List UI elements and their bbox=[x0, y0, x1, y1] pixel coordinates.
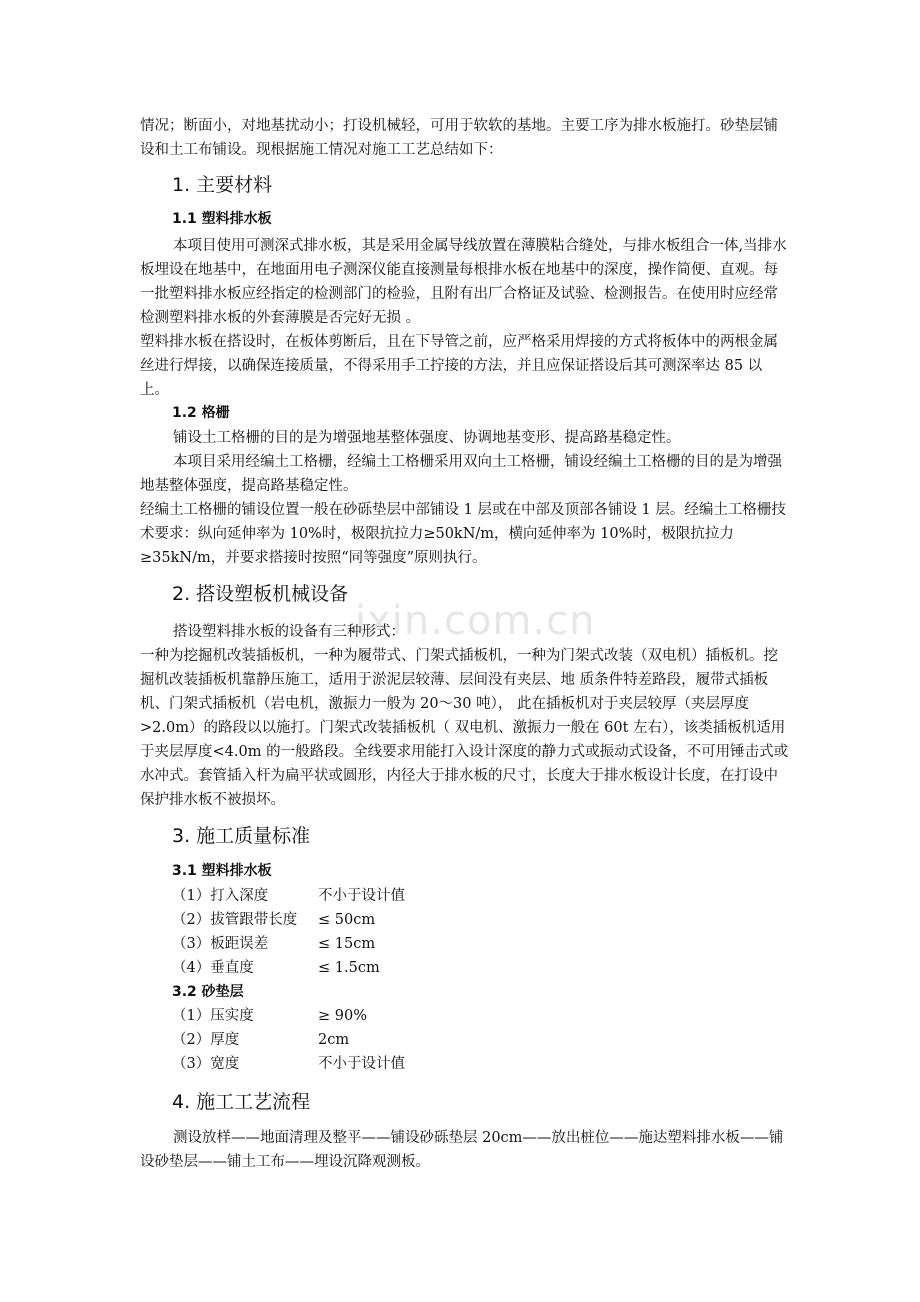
intro-paragraph: 情况；断面小，对地基扰动小；打设机械轻，可用于软软的基地。主要工序为排水板施打。砂垫层铺设和土工布铺设。现根据施工情况对施工工艺总结如下： bbox=[140, 118, 778, 158]
section-4-paragraph: 测设放样——地面清理及整平——铺设砂砾垫层 20cm——放出桩位——施达塑料排水板——铺设砂垫层——铺土工布——埋设沉降观测板。 bbox=[140, 1130, 784, 1170]
standard-value: ≤ 50cm bbox=[318, 912, 376, 928]
subsection-1-2-heading: 1.2 格栅 bbox=[172, 405, 230, 421]
standard-row bbox=[172, 956, 380, 980]
standard-value: 不小于设计值 bbox=[318, 888, 405, 904]
standard-value: 不小于设计值 bbox=[318, 1056, 405, 1072]
standard-row bbox=[172, 1028, 349, 1052]
standard-label: （4）垂直度 bbox=[172, 960, 254, 976]
section-4-heading: 4. 施工工艺流程 bbox=[172, 1091, 311, 1113]
standard-label: （3）宽度 bbox=[172, 1056, 240, 1072]
section-1-2-paragraph-1: 铺设土工格栅的目的是为增强地基整体强度、协调地基变形、提高路基稳定性。 bbox=[173, 430, 681, 446]
section-3-heading: 3. 施工质量标准 bbox=[172, 825, 311, 847]
watermark-text: ixin.com.cn bbox=[355, 598, 596, 644]
standard-value: ≤ 15cm bbox=[318, 936, 376, 952]
section-1-2-paragraph-3: 经编土工格栅的铺设位置一般在砂砾垫层中部铺设 1 层或在中部及顶部各铺设 1 层。经编土工格栅技术要求：纵向延伸率为 10%时，极限抗拉力≥50kN/m，横向延伸率为 10%时，极限抗拉力≥35kN/m，并要求搭接时按照“同等强度”原则执行。 bbox=[140, 502, 786, 566]
standard-value: 2cm bbox=[318, 1032, 350, 1048]
standard-row bbox=[172, 932, 375, 956]
standard-row bbox=[172, 1004, 367, 1028]
standard-row bbox=[172, 908, 375, 932]
subsection-1-1-heading: 1.1 塑料排水板 bbox=[172, 211, 272, 227]
section-1-1-paragraph-1: 本项目使用可测深式排水板，其是采用金属导线放置在薄膜粘合缝处，与排水板组合一体,当排水板埋设在地基中，在地面用电子测深仪能直接测量每根排水板在地基中的深度，操作简便、直观。每一批塑料排水板应经指定的检测部门的检验，且附有出厂合格证及试验、检测报告。在使用时应经常检测塑料排水板的外套薄膜是否完好无损 。 bbox=[140, 238, 787, 326]
section-1-2-paragraph-2: 本项目采用经编土工格栅，经编土工格栅采用双向土工格栅，铺设经编土工格栅的目的是为增强地基整体强度，提高路基稳定性。 bbox=[140, 454, 782, 494]
section-2-heading: 2. 搭设塑板机械设备 bbox=[172, 583, 349, 605]
standard-label: （2）厚度 bbox=[172, 1032, 240, 1048]
section-2-paragraph-2: 一种为挖掘机改装插板机，一种为履带式、门架式插板机，一种为门架式改装（双电机）插板机。挖掘机改装插板机靠静压施工，适用于淤泥层较薄、层间没有夹层、地 质条件特差路段，履带式插板机、门架式插板机（岩电机，激振力一般为 20～30 吨）， 此在插板机对于夹层较厚（夹层厚度>2.0m）的路段以以施打。门架式改装插板机（ 双电机、激振力一般在 60t 左右），该类插板机适用于夹层厚度<4.0m 的一般路段。全线要求用能打入设计深度的静力式或振动式设备，不可用锤击式或水冲式。套管插入杆为扁平状或圆形，内径大于排水板的尺寸，长度大于排水板设计长度，在打设中保护排水板不被损坏。 bbox=[140, 648, 789, 808]
standard-label: （3）板距误差 bbox=[172, 936, 269, 952]
standard-row bbox=[172, 884, 405, 908]
section-2-paragraph-1: 搭设塑料排水板的设备有三种形式： bbox=[173, 624, 405, 640]
subsection-3-2-heading: 3.2 砂垫层 bbox=[172, 984, 244, 1000]
subsection-3-1-heading: 3.1 塑料排水板 bbox=[172, 863, 272, 879]
standard-row bbox=[172, 1052, 405, 1076]
standard-label: （2）拔管跟带长度 bbox=[172, 912, 298, 928]
section-1-1-paragraph-2: 塑料排水板在搭设时，在板体剪断后，且在下导管之前，应严格采用焊接的方式将板体中的两根金属丝进行焊接，以确保连接质量，不得采用手工拧接的方法，并且应保证搭设后其可测深率达 85 以上。 bbox=[140, 334, 778, 398]
standard-label: （1）打入深度 bbox=[172, 888, 269, 904]
standard-value: ≤ 1.5cm bbox=[318, 960, 380, 976]
standard-value: ≥ 90% bbox=[318, 1008, 367, 1024]
section-1-heading: 1. 主要材料 bbox=[172, 174, 273, 196]
standard-label: （1）压实度 bbox=[172, 1008, 254, 1024]
